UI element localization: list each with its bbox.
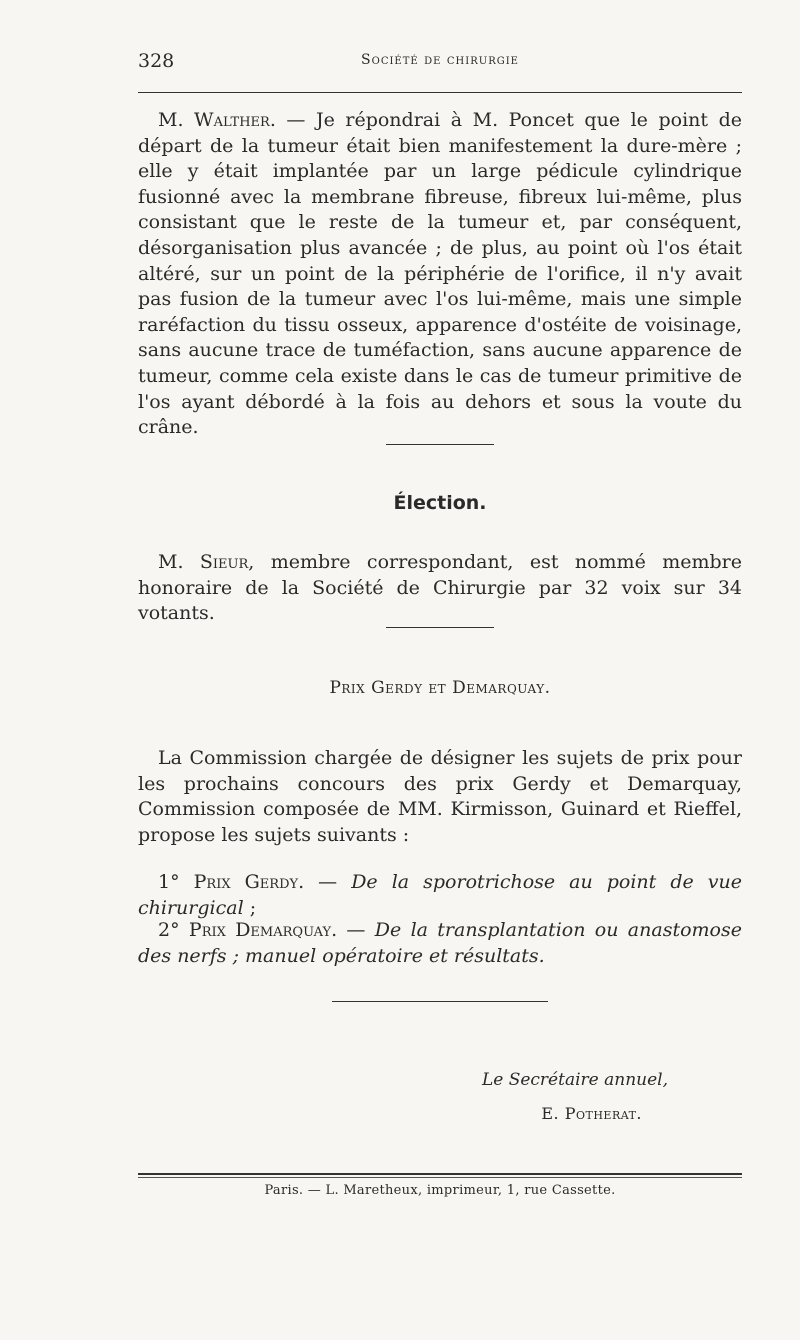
prix-demarquay-paragraph [138, 918, 742, 969]
prix-demarquay-subject: De la transplantation ou anastomose des nerfs ; manuel opératoire et résultats. [138, 919, 742, 967]
printer-imprint: Paris. — L. Maretheux, imprimeur, 1, rue Cassette. [264, 1183, 616, 1198]
signature-name: E. Potherat. [541, 1104, 642, 1123]
election-text: , membre correspondant, est nommé membre honoraire de la Société de Chirurgie par 32 voix sur 34 votants. [138, 551, 742, 625]
prizes-heading: Prix Gerdy et Demarquay. [329, 678, 551, 698]
walther-paragraph [138, 108, 742, 441]
commission-paragraph: La Commission chargée de désigner les sujets de prix pour les prochains concours des prix Gerdy et Demarquay, Commission composée de MM. Kirmisson, Guinard et Rieffel, propose les sujets suivants : [138, 747, 742, 846]
footer-rule-thin [138, 1177, 742, 1178]
footer-rule [138, 1173, 742, 1175]
prix-gerdy-label: 1° Prix Gerdy. [158, 871, 305, 893]
header-rule [138, 92, 742, 93]
prix-demarquay-label: 2° Prix Demarquay. [158, 919, 338, 941]
prix-gerdy-paragraph [138, 870, 742, 921]
signature-title: Le Secrétaire annuel, [481, 1070, 668, 1090]
page-number: 328 [138, 50, 175, 72]
prix-gerdy-end: ; [243, 896, 257, 919]
walther-speaker: M. Walther. [158, 109, 276, 131]
election-paragraph [138, 550, 742, 627]
closing-separator [332, 1001, 548, 1002]
walther-text: — Je répondrai à M. Poncet que le point de départ de la tumeur était bien manifestement la dure-mère ; elle y était implantée par un large pédicule cylindrique fusionné avec la membrane fibreuse, fibreux lui-même, plus consistant que le reste de la tumeur et, par conséquent, désorganisation plus avancée ; de plus, au point où l'os était altéré, sur un point de la périphérie de l'orifice, il n'y avait pas fusion de la tumeur avec l'os lui-même, mais une simple raréfaction du tissu osseux, apparence d'ostéite de voisinage, sans aucune trace de tuméfaction, sans aucune apparence de tumeur, comme cela existe dans le cas de tumeur primitive de l'os ayant débordé à la fois au dehors et sous la voute du crâne. [138, 109, 742, 439]
section-separator [386, 444, 494, 445]
prix-demarquay-dash: — [337, 919, 375, 941]
election-name: M. Sieur [158, 551, 249, 573]
prix-gerdy-subject: De la sporotrichose au point de vue chirurgical [138, 871, 742, 919]
section-separator [386, 627, 494, 628]
election-heading: Élection. [393, 492, 487, 514]
prix-gerdy-dash: — [304, 871, 352, 893]
running-head [138, 50, 742, 74]
journal-title: Société de chirurgie [361, 52, 519, 68]
